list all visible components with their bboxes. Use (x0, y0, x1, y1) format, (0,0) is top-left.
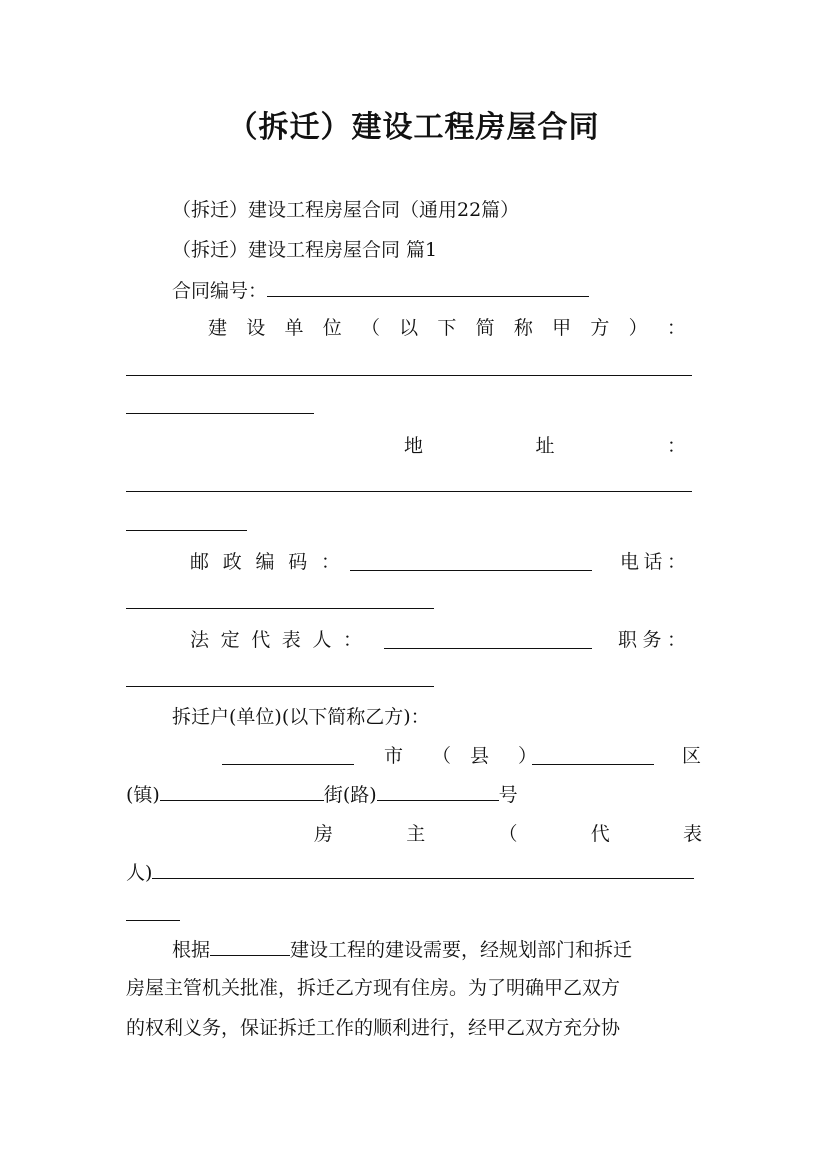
owner-label: 房 主 （ 代 表 (314, 823, 702, 845)
phone-blank (126, 608, 434, 609)
number-label: 号 (498, 784, 518, 806)
party-a-address-blank (126, 491, 692, 492)
owner-blank-2 (126, 920, 180, 921)
party-a-label: 建 设 单 位 （ 以 下 简 称 甲 方 ） ： (208, 317, 686, 339)
street-label: 街(路) (323, 784, 377, 806)
county-label: 县 (470, 745, 490, 767)
party-a-address-label: 地 址 ： (404, 435, 686, 457)
county-blank (532, 746, 654, 765)
party-a-name-blank-2 (126, 413, 314, 414)
town-label: (镇) (126, 784, 160, 806)
body-line-1: 根据 建设工程的建设需要，经规划部门和拆迁 (172, 939, 633, 961)
town-blank (160, 782, 324, 801)
contract-number-blank (267, 278, 589, 297)
phone-label: 电 话 ： (620, 551, 686, 573)
party-a-address-blank-2 (126, 530, 247, 531)
postcode-label: 邮 政 编 码 ： (190, 551, 340, 573)
body-line-3: 的权利义务，保证拆迁工作的顺利进行，经甲乙双方充分协 (126, 1017, 621, 1039)
party-a-name-blank (126, 375, 692, 376)
owner-line (126, 860, 702, 885)
section-title: （拆迁）建设工程房屋合同 篇1 (172, 239, 438, 261)
legal-rep-label: 法 定 代 表 人 ： (190, 629, 362, 651)
owner-end: 人) (126, 862, 153, 884)
postcode-blank (350, 552, 592, 571)
party-b-label: 拆迁户(单位)(以下简称乙方)： (172, 706, 430, 728)
project-blank (210, 937, 290, 956)
owner-blank (152, 860, 694, 879)
city-blank (222, 746, 354, 765)
county-close: ） (518, 745, 538, 767)
district-label: 区 (682, 745, 702, 767)
body-line-2: 房屋主管机关批准，拆迁乙方现有住房。为了明确甲乙双方 (126, 977, 621, 999)
party-b-street-line (126, 782, 702, 807)
legal-rep-blank (384, 630, 592, 649)
county-open: （ (432, 745, 452, 767)
document-title: （拆迁）建设工程房屋合同 (227, 110, 600, 145)
subtitle: （拆迁）建设工程房屋合同（通用22篇） (172, 199, 520, 221)
contract-number-line (172, 278, 702, 303)
contract-number-label: 合同编号： (172, 280, 268, 302)
position-blank (126, 686, 434, 687)
city-label: 市 (384, 745, 404, 767)
position-label: 职 务 ： (618, 629, 686, 651)
street-blank (377, 782, 499, 801)
